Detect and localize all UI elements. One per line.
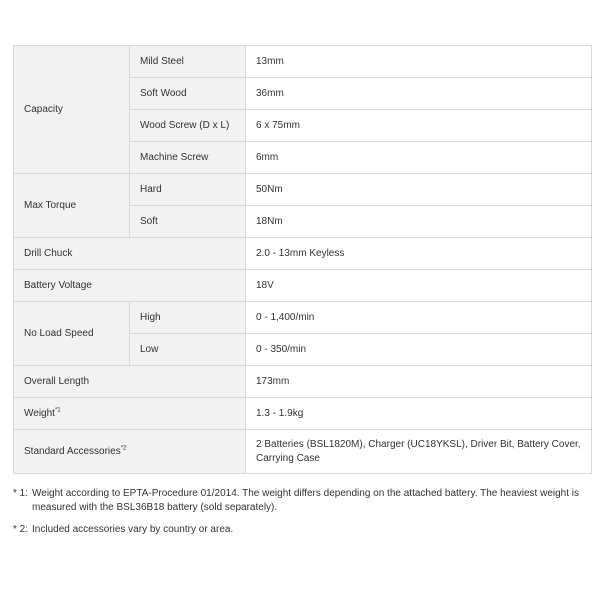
drill-chuck-value: 2.0 - 13mm Keyless xyxy=(246,238,592,270)
table-row xyxy=(14,46,592,78)
drill-chuck-label: Drill Chuck xyxy=(14,238,246,270)
table-row xyxy=(14,238,592,270)
capacity-wood-screw-label: Wood Screw (D x L) xyxy=(130,110,246,142)
table-row xyxy=(14,398,592,430)
max-torque-label: Max Torque xyxy=(14,174,130,238)
weight-footnote-mark: *1 xyxy=(54,407,61,414)
max-torque-soft-value: 18Nm xyxy=(246,206,592,238)
capacity-machine-screw-value: 6mm xyxy=(246,142,592,174)
footnote-2-text: Included accessories vary by country or area. xyxy=(32,524,234,535)
max-torque-soft-label: Soft xyxy=(130,206,246,238)
weight-value: 1.3 - 1.9kg xyxy=(246,398,592,430)
standard-accessories-label-cell xyxy=(14,430,246,474)
capacity-soft-wood-label: Soft Wood xyxy=(130,78,246,110)
overall-length-value: 173mm xyxy=(246,366,592,398)
no-load-speed-label: No Load Speed xyxy=(14,302,130,366)
footnote-1-text: Weight according to EPTA-Procedure 01/2014. The weight differs depending on the attached battery. The heaviest weight is measured with the BSL36B18 battery (sold separately). xyxy=(32,488,580,513)
weight-label-cell xyxy=(14,398,246,430)
footnotes xyxy=(13,487,593,545)
standard-accessories-footnote-mark: *2 xyxy=(120,445,127,452)
capacity-soft-wood-value: 36mm xyxy=(246,78,592,110)
capacity-wood-screw-value: 6 x 75mm xyxy=(246,110,592,142)
no-load-speed-low-value: 0 - 350/min xyxy=(246,334,592,366)
no-load-speed-high-label: High xyxy=(130,302,246,334)
no-load-speed-high-value: 0 - 1,400/min xyxy=(246,302,592,334)
standard-accessories-value: 2 Batteries (BSL1820M), Charger (UC18YKSL), Driver Bit, Battery Cover, Carrying Case xyxy=(246,430,592,474)
capacity-label: Capacity xyxy=(14,46,130,174)
capacity-mild-steel-value: 13mm xyxy=(246,46,592,78)
weight-label: Weight xyxy=(24,407,55,419)
table-row xyxy=(14,302,592,334)
table-row xyxy=(14,174,592,206)
battery-voltage-value: 18V xyxy=(246,270,592,302)
overall-length-label: Overall Length xyxy=(14,366,246,398)
footnote-2 xyxy=(13,523,593,537)
spec-table xyxy=(13,45,592,474)
table-row xyxy=(14,366,592,398)
standard-accessories-label: Standard Accessories xyxy=(24,445,121,457)
footnote-1-mark: * 1: xyxy=(13,488,29,499)
battery-voltage-label: Battery Voltage xyxy=(14,270,246,302)
footnote-1 xyxy=(13,487,593,515)
capacity-mild-steel-label: Mild Steel xyxy=(130,46,246,78)
table-row xyxy=(14,270,592,302)
capacity-machine-screw-label: Machine Screw xyxy=(130,142,246,174)
no-load-speed-low-label: Low xyxy=(130,334,246,366)
max-torque-hard-value: 50Nm xyxy=(246,174,592,206)
table-row xyxy=(14,430,592,474)
max-torque-hard-label: Hard xyxy=(130,174,246,206)
footnote-2-mark: * 2: xyxy=(13,524,29,535)
